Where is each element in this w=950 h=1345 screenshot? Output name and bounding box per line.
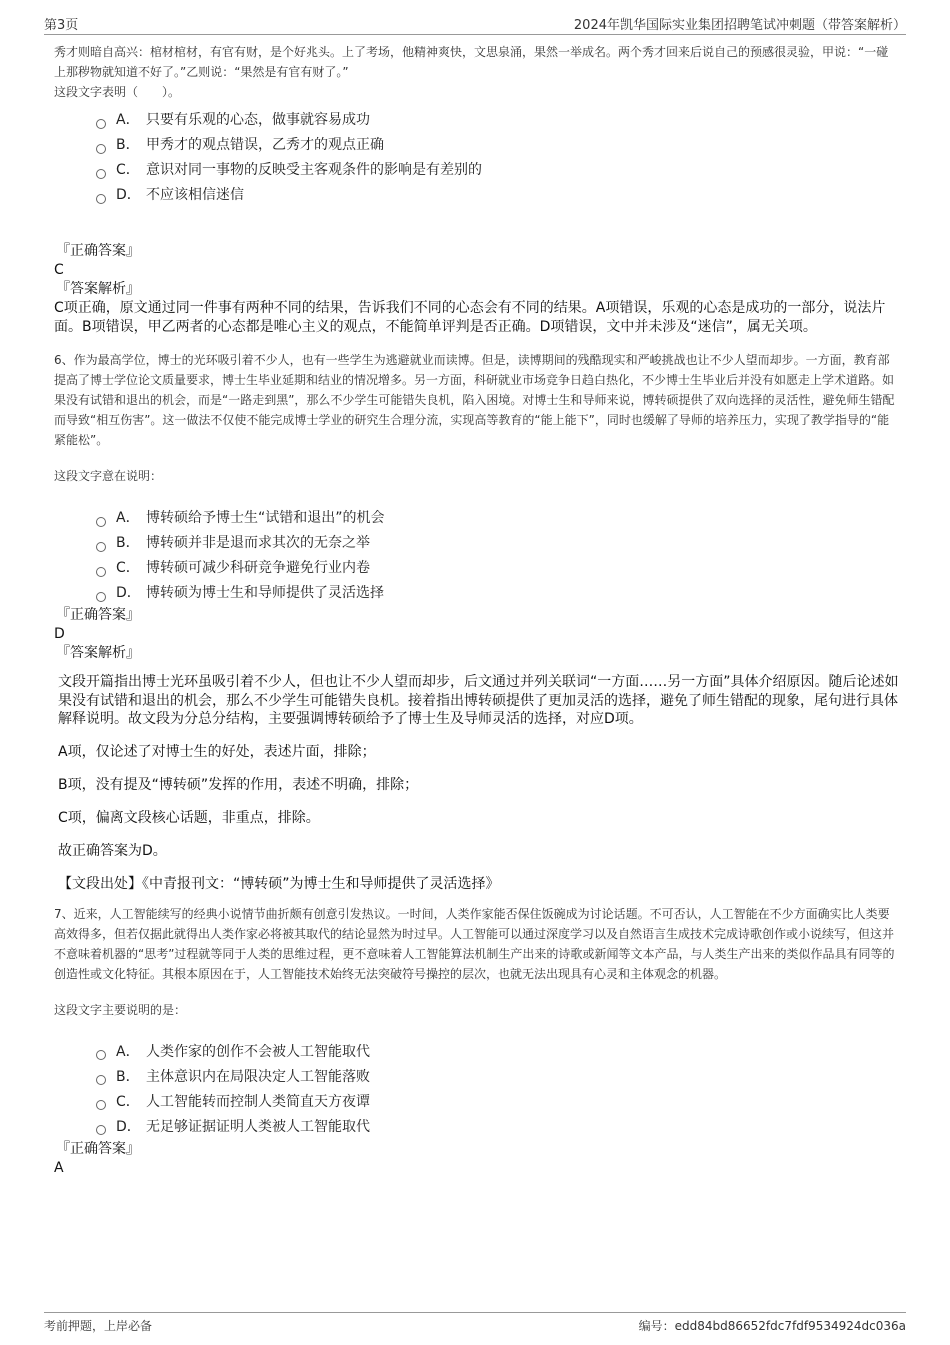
option-text: 人工智能转而控制人类简直天方夜谭 [146, 1093, 370, 1110]
radio-icon[interactable] [96, 592, 106, 602]
option-text: 博转硕为博士生和导师提供了灵活选择 [146, 585, 384, 601]
option-text: 只要有乐观的心态，做事就容易成功 [146, 112, 370, 128]
radio-icon[interactable] [96, 567, 106, 577]
q5-answer: C [54, 262, 64, 278]
q6-note-c: C项，偏离文段核心话题，非重点，排除。 [58, 809, 320, 826]
q5-options [96, 108, 900, 208]
option-letter: C． [116, 1093, 140, 1110]
q6-options [96, 506, 900, 606]
document-id: 编号：edd84bd86652fdc7fdf9534924dc036a [638, 1319, 906, 1333]
option-letter: A． [116, 1043, 140, 1060]
option-letter: B． [116, 137, 140, 153]
page-header [44, 12, 906, 35]
q5-analysis-label: 『答案解析』 [56, 281, 140, 297]
document-title: 2024年凯华国际实业集团招聘笔试冲刺题（带答案解析） [573, 18, 906, 33]
q6-answer-label: 『正确答案』 [56, 607, 140, 623]
q6-note-a: A项，仅论述了对博士生的好处，表述片面，排除； [58, 743, 376, 760]
q7-option-c[interactable] [96, 1090, 900, 1115]
q6-analysis: 文段开篇指出博士光环虽吸引着不少人，但也让不少人望而却步，后文通过并列关联词“一方面……另一方面”具体介绍原因。随后论述如果没有试错和退出的机会，那么不少学生可能错失良机。接着指出博转硕提供了更加灵活的选择，避免了师生错配的现象，尾句进行具体解释说明。故文段为分总分结构，主要强调博转硕给予了博士生及导师灵活的选择，对应D项。 [58, 674, 899, 727]
q5-option-d[interactable] [96, 183, 900, 208]
q6-passage: 6、作为最高学位，博士的光环吸引着不少人，也有一些学生为逃避就业而读博。但是，读博期间的残酷现实和严峻挑战也让不少人望而却步。一方面，教育部提高了博士学位论文质量要求，博士生毕业延期和结业的情况增多。另一方面，科研就业市场竞争日趋白热化，不少博士生毕业后并没有如愿走上学术道路。如果没有试错和退出的机会，而是“一路走到黑”，那么不少学生可能错失良机，陷入困境。对博士生和导师来说，博转硕提供了双向选择的灵活性，避免师生错配而导致“相互伤害”。这一做法不仅使不能完成博士学业的研究生合理分流，实现高等教育的“能上能下”，同时也缓解了导师的培养压力，实现了教学指导的“能紧能松”。 [54, 353, 895, 447]
option-text: 意识对同一事物的反映受主客观条件的影响是有差别的 [146, 162, 482, 178]
option-text: 无足够证据证明人类被人工智能取代 [146, 1118, 370, 1135]
q6-option-d[interactable] [96, 581, 900, 606]
option-letter: D． [116, 187, 141, 203]
q7-passage: 7、近来，人工智能续写的经典小说情节曲折颇有创意引发热议。一时间，人类作家能否保住饭碗成为讨论话题。不可否认，人工智能在不少方面确实比人类要高效得多，但若仅据此就得出人类作家必将被其取代的结论显然为时过早。人工智能可以通过深度学习以及自然语言生成技术完成诗歌创作或小说续写，但这并不意味着机器的“思考”过程就等同于人类的思维过程，更不意味着人工智能算法机制生产出来的诗歌或新闻等文本产品，与人类生产出来的类似作品具有同等的创造性或文化特征。其根本原因在于，人工智能技术始终无法突破符号操控的层次，也就无法出现具有心灵和主体观念的机器。 [54, 906, 895, 981]
q6-option-b[interactable] [96, 531, 900, 556]
q6-note-b: B项，没有提及“博转硕”发挥的作用，表述不明确，排除； [58, 776, 419, 793]
footer-slogan: 考前押题，上岸必备 [44, 1319, 153, 1333]
page-footer [44, 1312, 906, 1335]
q7-question: 这段文字主要说明的是： [54, 1002, 187, 1017]
q7-option-b[interactable] [96, 1065, 900, 1090]
option-text: 人类作家的创作不会被人工智能取代 [146, 1043, 370, 1060]
q5-passage: 秀才则暗自高兴：棺材棺材，有官有财，是个好兆头。上了考场，他精神爽快，文思泉涌，果然一举成名。两个秀才回来后说自己的预感很灵验，甲说：“一碰上那秽物就知道不好了。”乙则说：“果然是有官有财了。” [54, 45, 889, 79]
radio-icon[interactable] [96, 119, 106, 129]
option-letter: C． [116, 560, 140, 576]
radio-icon[interactable] [96, 1050, 106, 1060]
option-letter: C． [116, 162, 140, 178]
option-text: 不应该相信迷信 [146, 187, 244, 203]
q5-analysis: C项正确，原文通过同一件事有两种不同的结果，告诉我们不同的心态会有不同的结果。A项错误，乐观的心态是成功的一部分，说法片面。B项错误，甲乙两者的心态都是唯心主义的观点，不能简单评判是否正确。D项错误，文中并未涉及“迷信”，属无关项。 [54, 300, 886, 335]
option-text: 主体意识内在局限决定人工智能落败 [146, 1068, 370, 1085]
q5-answer-label: 『正确答案』 [56, 243, 140, 259]
option-text: 甲秀才的观点错误，乙秀才的观点正确 [146, 137, 384, 153]
q7-option-a[interactable] [96, 1040, 900, 1065]
option-text: 博转硕可减少科研竞争避免行业内卷 [146, 560, 370, 576]
page-number: 第3页 [44, 18, 79, 33]
q6-option-c[interactable] [96, 556, 900, 581]
option-letter: B． [116, 1068, 140, 1085]
q6-option-a[interactable] [96, 506, 900, 531]
radio-icon[interactable] [96, 1075, 106, 1085]
q5-option-c[interactable] [96, 158, 900, 183]
radio-icon[interactable] [96, 194, 106, 204]
q5-question: 这段文字表明（ ）。 [54, 85, 181, 99]
q7-answer: A [54, 1159, 64, 1176]
q6-note-conclusion: 故正确答案为D。 [58, 842, 167, 859]
q6-analysis-label: 『答案解析』 [56, 645, 140, 661]
option-letter: B． [116, 535, 140, 551]
option-letter: A． [116, 112, 140, 128]
radio-icon[interactable] [96, 542, 106, 552]
q6-source: 【文段出处】《中青报刊文：“博转硕”为博士生和导师提供了灵活选择》 [58, 875, 500, 892]
radio-icon[interactable] [96, 1125, 106, 1135]
radio-icon[interactable] [96, 1100, 106, 1110]
q6-answer: D [54, 626, 65, 642]
option-text: 博转硕给予博士生“试错和退出”的机会 [146, 510, 385, 526]
option-letter: A． [116, 510, 140, 526]
radio-icon[interactable] [96, 169, 106, 179]
q5-option-b[interactable] [96, 133, 900, 158]
q5-option-a[interactable] [96, 108, 900, 133]
option-letter: D． [116, 1118, 141, 1135]
q7-option-d[interactable] [96, 1115, 900, 1140]
option-letter: D． [116, 585, 141, 601]
option-text: 博转硕并非是退而求其次的无奈之举 [146, 535, 370, 551]
page-content [54, 42, 900, 1178]
radio-icon[interactable] [96, 144, 106, 154]
radio-icon[interactable] [96, 517, 106, 527]
q6-question: 这段文字意在说明： [54, 469, 163, 483]
q7-answer-label: 『正确答案』 [56, 1140, 140, 1157]
q7-options [96, 1040, 900, 1140]
